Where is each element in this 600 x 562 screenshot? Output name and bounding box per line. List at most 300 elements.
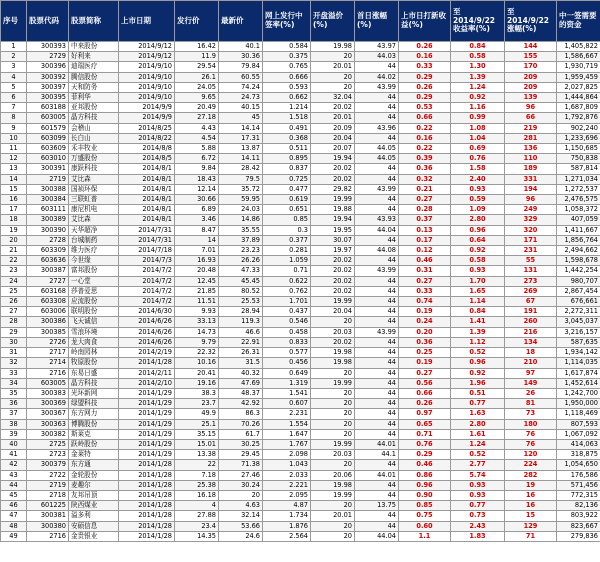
cell-issue-price: 9.84 <box>175 164 219 174</box>
cell-return-to-date: 1.39 <box>451 327 505 337</box>
cell-open-premium: 20 <box>311 82 355 92</box>
cell-name: 友邦吊顶 <box>69 490 119 500</box>
cell-code: 300380 <box>27 521 69 531</box>
cell-win-rate: 0.458 <box>263 327 311 337</box>
cell-capital-needed: 772,315 <box>557 490 600 500</box>
cell-return-to-date: 0.93 <box>451 490 505 500</box>
cell-code: 603609 <box>27 144 69 154</box>
cell-return-to-date: 2.80 <box>451 215 505 225</box>
cell-return-to-date: 0.69 <box>451 144 505 154</box>
cell-seq: 21 <box>1 246 27 256</box>
cell-name: 国祯环保 <box>69 184 119 194</box>
table-row <box>1 123 600 133</box>
cell-code: 603636 <box>27 256 69 266</box>
cell-listing-return: 0.66 <box>399 113 451 123</box>
cell-seq: 4 <box>1 72 27 82</box>
table-row <box>1 164 600 174</box>
cell-name: 东方网力 <box>69 409 119 419</box>
cell-listing-return: 0.37 <box>399 215 451 225</box>
cell-latest-price: 24.73 <box>219 93 263 103</box>
cell-capital-needed: 414,063 <box>557 439 600 449</box>
cell-code: 2719 <box>27 480 69 490</box>
cell-win-rate: 0.765 <box>263 62 311 72</box>
cell-gain-to-date: 149 <box>505 378 557 388</box>
cell-listing-date: 2014/8/22 <box>119 133 175 143</box>
table-row <box>1 72 600 82</box>
table-row <box>1 317 600 327</box>
cell-gain-to-date: 16 <box>505 501 557 511</box>
table-row <box>1 62 600 72</box>
cell-capital-needed: 571,456 <box>557 480 600 490</box>
cell-name: 腾信股份 <box>69 72 119 82</box>
cell-listing-return: 0.36 <box>399 164 451 174</box>
cell-win-rate: 1.876 <box>263 521 311 531</box>
cell-issue-price: 25.38 <box>175 480 219 490</box>
cell-code: 603111 <box>27 205 69 215</box>
cell-issue-price: 9.79 <box>175 337 219 347</box>
table-row <box>1 225 600 235</box>
table-row <box>1 144 600 154</box>
cell-listing-return: 0.65 <box>399 419 451 429</box>
cell-return-to-date: 0.73 <box>451 511 505 521</box>
cell-return-to-date: 0.52 <box>451 450 505 460</box>
cell-win-rate: 1.701 <box>263 297 311 307</box>
table-row <box>1 174 600 184</box>
cell-name: 亚邦股份 <box>69 103 119 113</box>
cell-issue-price: 13.38 <box>175 450 219 460</box>
cell-code: 2716 <box>27 368 69 378</box>
cell-open-premium: 20.04 <box>311 307 355 317</box>
cell-latest-price: 40.15 <box>219 103 263 113</box>
table-row <box>1 327 600 337</box>
cell-latest-price: 22.91 <box>219 337 263 347</box>
cell-code: 300382 <box>27 429 69 439</box>
cell-gain-to-date: 209 <box>505 82 557 92</box>
cell-issue-price: 16.93 <box>175 256 219 266</box>
cell-listing-date: 2014/1/28 <box>119 470 175 480</box>
cell-win-rate: 1.214 <box>263 103 311 113</box>
cell-capital-needed: 1,598,678 <box>557 256 600 266</box>
cell-listing-return: 0.17 <box>399 235 451 245</box>
cell-capital-needed: 1,934,142 <box>557 348 600 358</box>
cell-gain-to-date: 329 <box>505 215 557 225</box>
cell-name: 牧原股份 <box>69 358 119 368</box>
cell-seq: 25 <box>1 286 27 296</box>
cell-seq: 28 <box>1 317 27 327</box>
cell-listing-return: 0.32 <box>399 174 451 184</box>
col-header-capital-needed: 中一签需要的资金 <box>557 1 600 42</box>
table-row <box>1 358 600 368</box>
cell-issue-price: 11.9 <box>175 52 219 62</box>
table-row <box>1 246 600 256</box>
cell-capital-needed: 82,136 <box>557 501 600 511</box>
cell-open-premium: 19.94 <box>311 215 355 225</box>
table-row <box>1 521 600 531</box>
cell-listing-return: 0.26 <box>399 42 451 52</box>
cell-latest-price: 14.11 <box>219 154 263 164</box>
cell-listing-date: 2014/9/9 <box>119 113 175 123</box>
cell-gain-to-date: 129 <box>505 521 557 531</box>
cell-listing-date: 2014/8/8 <box>119 144 175 154</box>
cell-listing-date: 2014/8/1 <box>119 184 175 194</box>
cell-open-premium: 20 <box>311 460 355 470</box>
cell-win-rate: 0.577 <box>263 348 311 358</box>
cell-gain-to-date: 180 <box>505 419 557 429</box>
cell-open-premium: 20.04 <box>311 133 355 143</box>
table-row <box>1 93 600 103</box>
table-row <box>1 531 600 541</box>
cell-return-to-date: 0.58 <box>451 256 505 266</box>
cell-issue-price: 12.14 <box>175 184 219 194</box>
cell-return-to-date: 0.93 <box>451 184 505 194</box>
cell-gain-to-date: 67 <box>505 297 557 307</box>
cell-issue-price: 16.42 <box>175 42 219 52</box>
cell-win-rate: 1.734 <box>263 511 311 521</box>
cell-listing-date: 2014/1/29 <box>119 450 175 460</box>
cell-name: 龙大肉食 <box>69 337 119 347</box>
cell-seq: 35 <box>1 388 27 398</box>
cell-name: 万盛股份 <box>69 154 119 164</box>
cell-issue-price: 4.54 <box>175 133 219 143</box>
cell-listing-date: 2014/1/28 <box>119 358 175 368</box>
cell-listing-date: 2014/6/26 <box>119 327 175 337</box>
cell-return-to-date: 0.84 <box>451 307 505 317</box>
cell-gain-to-date: 144 <box>505 42 557 52</box>
cell-gain-to-date: 273 <box>505 276 557 286</box>
cell-listing-date: 2014/1/29 <box>119 419 175 429</box>
cell-win-rate: 2.231 <box>263 409 311 419</box>
cell-win-rate: 0.377 <box>263 235 311 245</box>
cell-first-day-gain: 44 <box>355 256 399 266</box>
cell-return-to-date: 1.65 <box>451 286 505 296</box>
cell-name: 陕西煤业 <box>69 501 119 511</box>
cell-code: 2716 <box>27 531 69 541</box>
cell-listing-date: 2014/7/31 <box>119 235 175 245</box>
cell-first-day-gain: 44 <box>355 164 399 174</box>
cell-win-rate: 0.491 <box>263 123 311 133</box>
cell-listing-date: 2014/8/1 <box>119 215 175 225</box>
table-row <box>1 511 600 521</box>
cell-name: 长白山 <box>69 133 119 143</box>
cell-issue-price: 4 <box>175 501 219 511</box>
cell-listing-date: 2014/1/29 <box>119 388 175 398</box>
cell-issue-price: 22.32 <box>175 348 219 358</box>
cell-open-premium: 19.88 <box>311 205 355 215</box>
cell-open-premium: 20.06 <box>311 470 355 480</box>
table-row <box>1 429 600 439</box>
cell-capital-needed: 1,930,719 <box>557 62 600 72</box>
cell-listing-return: 0.22 <box>399 144 451 154</box>
table-row <box>1 337 600 347</box>
cell-capital-needed: 1,950,000 <box>557 399 600 409</box>
cell-latest-price: 119.3 <box>219 317 263 327</box>
cell-first-day-gain: 44 <box>355 460 399 470</box>
cell-issue-price: 21.85 <box>175 286 219 296</box>
cell-win-rate: 0.662 <box>263 93 311 103</box>
cell-issue-price: 14 <box>175 235 219 245</box>
cell-capital-needed: 2,027,825 <box>557 82 600 92</box>
cell-listing-return: 0.53 <box>399 103 451 113</box>
cell-listing-return: 0.56 <box>399 378 451 388</box>
cell-return-to-date: 1.24 <box>451 439 505 449</box>
cell-listing-date: 2014/1/28 <box>119 480 175 490</box>
cell-win-rate: 2.098 <box>263 450 311 460</box>
col-header-name: 股票简称 <box>69 1 119 42</box>
cell-return-to-date: 1.04 <box>451 133 505 143</box>
cell-listing-return: 0.25 <box>399 348 451 358</box>
cell-first-day-gain: 44 <box>355 429 399 439</box>
cell-gain-to-date: 281 <box>505 133 557 143</box>
cell-listing-return: 0.96 <box>399 480 451 490</box>
cell-gain-to-date: 331 <box>505 174 557 184</box>
cell-gain-to-date: 260 <box>505 317 557 327</box>
cell-latest-price: 4.63 <box>219 501 263 511</box>
cell-name: 迪瑞医疗 <box>69 62 119 72</box>
cell-first-day-gain: 44 <box>355 490 399 500</box>
cell-latest-price: 60.55 <box>219 72 263 82</box>
cell-first-day-gain: 44.05 <box>355 154 399 164</box>
cell-listing-return: 0.27 <box>399 368 451 378</box>
cell-gain-to-date: 15 <box>505 511 557 521</box>
cell-gain-to-date: 73 <box>505 409 557 419</box>
cell-capital-needed: 176,586 <box>557 470 600 480</box>
cell-name: 晶方科技 <box>69 378 119 388</box>
cell-seq: 10 <box>1 133 27 143</box>
cell-return-to-date: 0.93 <box>451 480 505 490</box>
cell-issue-price: 24.05 <box>175 82 219 92</box>
cell-code: 300393 <box>27 42 69 52</box>
cell-open-premium: 20 <box>311 409 355 419</box>
cell-first-day-gain: 44 <box>355 93 399 103</box>
cell-seq: 23 <box>1 266 27 276</box>
cell-name: 今世缘 <box>69 256 119 266</box>
cell-listing-return: 0.16 <box>399 133 451 143</box>
cell-name: 博腾股份 <box>69 419 119 429</box>
cell-capital-needed: 1,687,809 <box>557 103 600 113</box>
cell-listing-date: 2014/1/29 <box>119 429 175 439</box>
cell-open-premium: 19.98 <box>311 42 355 52</box>
cell-gain-to-date: 136 <box>505 144 557 154</box>
col-header-listing-return: 上市日打新收益(%) <box>399 1 451 42</box>
cell-seq: 7 <box>1 103 27 113</box>
cell-return-to-date: 0.51 <box>451 388 505 398</box>
cell-gain-to-date: 216 <box>505 327 557 337</box>
cell-win-rate: 0.71 <box>263 266 311 276</box>
cell-name: 禾丰牧业 <box>69 144 119 154</box>
cell-open-premium: 19.99 <box>311 195 355 205</box>
cell-first-day-gain: 44 <box>355 348 399 358</box>
cell-name: 东易日盛 <box>69 368 119 378</box>
cell-issue-price: 20.49 <box>175 103 219 113</box>
cell-gain-to-date: 282 <box>505 470 557 480</box>
cell-gain-to-date: 96 <box>505 195 557 205</box>
cell-listing-return: 0.29 <box>399 72 451 82</box>
cell-listing-date: 2014/2/11 <box>119 368 175 378</box>
cell-capital-needed: 1,272,537 <box>557 184 600 194</box>
table-row <box>1 184 600 194</box>
cell-latest-price: 30.24 <box>219 480 263 490</box>
cell-seq: 30 <box>1 337 27 347</box>
cell-gain-to-date: 170 <box>505 62 557 72</box>
cell-name: 雪浪环境 <box>69 327 119 337</box>
cell-return-to-date: 0.92 <box>451 93 505 103</box>
cell-listing-return: 0.16 <box>399 52 451 62</box>
cell-issue-price: 6.72 <box>175 154 219 164</box>
cell-listing-date: 2014/8/25 <box>119 123 175 133</box>
cell-gain-to-date: 120 <box>505 450 557 460</box>
cell-listing-date: 2014/9/10 <box>119 72 175 82</box>
cell-seq: 16 <box>1 195 27 205</box>
cell-latest-price: 30.25 <box>219 439 263 449</box>
cell-return-to-date: 1.39 <box>451 72 505 82</box>
cell-open-premium: 19.98 <box>311 480 355 490</box>
cell-seq: 18 <box>1 215 27 225</box>
cell-gain-to-date: 224 <box>505 460 557 470</box>
cell-return-to-date: 0.77 <box>451 399 505 409</box>
cell-listing-date: 2014/7/18 <box>119 246 175 256</box>
cell-return-to-date: 1.14 <box>451 297 505 307</box>
cell-latest-price: 14.86 <box>219 215 263 225</box>
table-row <box>1 42 600 52</box>
table-row <box>1 205 600 215</box>
cell-capital-needed: 3,045,037 <box>557 317 600 327</box>
cell-name: 莎普爱思 <box>69 286 119 296</box>
cell-latest-price: 28.42 <box>219 164 263 174</box>
cell-return-to-date: 0.76 <box>451 154 505 164</box>
cell-latest-price: 47.33 <box>219 266 263 276</box>
cell-issue-price: 11.51 <box>175 297 219 307</box>
cell-return-to-date: 0.99 <box>451 113 505 123</box>
cell-seq: 36 <box>1 399 27 409</box>
cell-listing-date: 2014/1/29 <box>119 439 175 449</box>
cell-capital-needed: 1,452,614 <box>557 378 600 388</box>
cell-gain-to-date: 55 <box>505 256 557 266</box>
table-row <box>1 195 600 205</box>
cell-listing-return: 0.76 <box>399 439 451 449</box>
cell-win-rate: 0.3 <box>263 225 311 235</box>
cell-capital-needed: 1,054,650 <box>557 460 600 470</box>
cell-open-premium: 19.94 <box>311 154 355 164</box>
table-row <box>1 235 600 245</box>
cell-seq: 2 <box>1 52 27 62</box>
cell-return-to-date: 0.59 <box>451 195 505 205</box>
cell-open-premium: 19.95 <box>311 225 355 235</box>
table-row <box>1 368 600 378</box>
cell-first-day-gain: 44.05 <box>355 144 399 154</box>
cell-capital-needed: 3,216,157 <box>557 327 600 337</box>
cell-issue-price: 20.41 <box>175 368 219 378</box>
col-header-win-rate: 网上发行中签率(%) <box>263 1 311 42</box>
cell-name: 富邦股份 <box>69 266 119 276</box>
cell-latest-price: 46.6 <box>219 327 263 337</box>
cell-issue-price: 20.48 <box>175 266 219 276</box>
cell-issue-price: 6.89 <box>175 205 219 215</box>
cell-code: 2718 <box>27 490 69 500</box>
cell-listing-return: 0.46 <box>399 460 451 470</box>
cell-listing-return: 0.28 <box>399 205 451 215</box>
cell-seq: 22 <box>1 256 27 266</box>
cell-name: 联明股份 <box>69 307 119 317</box>
table-row <box>1 103 600 113</box>
cell-return-to-date: 2.77 <box>451 460 505 470</box>
cell-return-to-date: 1.58 <box>451 164 505 174</box>
cell-gain-to-date: 171 <box>505 235 557 245</box>
cell-seq: 24 <box>1 276 27 286</box>
cell-win-rate: 1.059 <box>263 256 311 266</box>
cell-open-premium: 20.02 <box>311 286 355 296</box>
cell-win-rate: 1.554 <box>263 419 311 429</box>
cell-win-rate: 0.375 <box>263 52 311 62</box>
cell-listing-return: 0.85 <box>399 501 451 511</box>
cell-first-day-gain: 44 <box>355 317 399 327</box>
cell-seq: 43 <box>1 470 27 480</box>
cell-first-day-gain: 44 <box>355 307 399 317</box>
cell-seq: 12 <box>1 154 27 164</box>
table-row <box>1 460 600 470</box>
cell-name: 岭南园林 <box>69 348 119 358</box>
cell-capital-needed: 2,867,454 <box>557 286 600 296</box>
cell-capital-needed: 1,058,372 <box>557 205 600 215</box>
cell-listing-date: 2014/9/10 <box>119 62 175 72</box>
cell-gain-to-date: 96 <box>505 103 557 113</box>
table-row <box>1 378 600 388</box>
table-row <box>1 419 600 429</box>
cell-listing-return: 0.19 <box>399 307 451 317</box>
cell-issue-price: 7.18 <box>175 470 219 480</box>
table-row <box>1 388 600 398</box>
cell-win-rate: 0.607 <box>263 399 311 409</box>
cell-capital-needed: 1,792,876 <box>557 113 600 123</box>
cell-return-to-date: 1.30 <box>451 62 505 72</box>
cell-first-day-gain: 44 <box>355 378 399 388</box>
cell-listing-return: 0.75 <box>399 511 451 521</box>
cell-seq: 26 <box>1 297 27 307</box>
cell-win-rate: 0.895 <box>263 154 311 164</box>
cell-first-day-gain: 13.75 <box>355 501 399 511</box>
cell-open-premium: 20 <box>311 52 355 62</box>
cell-gain-to-date: 110 <box>505 154 557 164</box>
cell-capital-needed: 1,242,700 <box>557 388 600 398</box>
cell-open-premium: 20.02 <box>311 256 355 266</box>
cell-capital-needed: 2,272,311 <box>557 307 600 317</box>
cell-code: 300391 <box>27 164 69 174</box>
cell-open-premium: 20 <box>311 388 355 398</box>
cell-name: 东方通 <box>69 460 119 470</box>
cell-capital-needed: 2,494,662 <box>557 246 600 256</box>
cell-open-premium: 20.03 <box>311 327 355 337</box>
cell-seq: 46 <box>1 501 27 511</box>
cell-first-day-gain: 44.04 <box>355 531 399 541</box>
cell-issue-price: 7.01 <box>175 246 219 256</box>
header-row <box>1 1 600 42</box>
cell-win-rate: 0.619 <box>263 195 311 205</box>
cell-name: 跃岭股份 <box>69 439 119 449</box>
cell-latest-price: 86.3 <box>219 409 263 419</box>
cell-listing-date: 2014/8/1 <box>119 174 175 184</box>
cell-open-premium: 20 <box>311 531 355 541</box>
cell-return-to-date: 2.43 <box>451 521 505 531</box>
cell-seq: 48 <box>1 521 27 531</box>
table-row <box>1 256 600 266</box>
cell-code: 300386 <box>27 317 69 327</box>
cell-open-premium: 29.82 <box>311 184 355 194</box>
cell-open-premium: 20 <box>311 429 355 439</box>
cell-seq: 32 <box>1 358 27 368</box>
cell-first-day-gain: 43.93 <box>355 215 399 225</box>
cell-issue-price: 30.66 <box>175 195 219 205</box>
cell-latest-price: 28.94 <box>219 307 263 317</box>
cell-listing-date: 2014/8/5 <box>119 154 175 164</box>
